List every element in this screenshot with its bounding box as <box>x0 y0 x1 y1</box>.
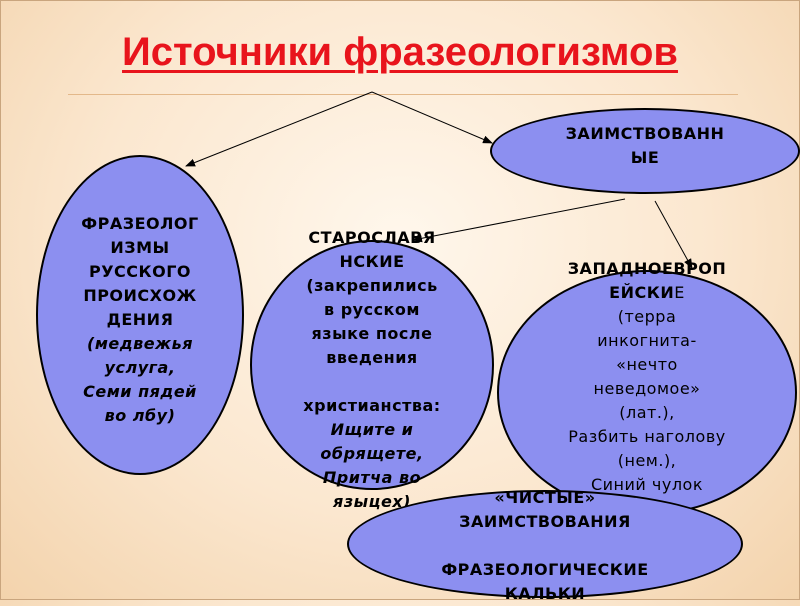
russian-heading-line: ПРОИСХОЖ <box>83 286 197 305</box>
slavonic-example-line: обрящете, <box>320 444 424 463</box>
western-heading-line: ЗАПАДНОЕВРОП <box>567 259 727 278</box>
western-body-line: (нем.), <box>617 451 677 470</box>
old-slavonic-text <box>252 226 492 514</box>
arrow-to-russian <box>186 92 372 166</box>
slavonic-example-line: языцех) <box>333 492 411 511</box>
western-heading-line <box>499 281 795 305</box>
western-body-line: неведомое» <box>593 379 701 398</box>
pure-borrowings-ellipse <box>347 488 743 603</box>
slavonic-example-line: Ищите и <box>330 420 414 439</box>
russian-example-line: во лбу) <box>104 406 176 425</box>
russian-heading-line: РУССКОГО <box>88 262 192 281</box>
western-european-ellipse <box>497 259 797 515</box>
western-body-line: инкогнита- <box>597 331 697 350</box>
western-body-line: «нечто <box>616 355 678 374</box>
slavonic-note-spacer <box>252 370 492 394</box>
old-slavonic-ellipse <box>250 228 494 511</box>
slavonic-heading-line: НСКИЕ <box>339 252 405 271</box>
russian-heading-line: ИЗМЫ <box>110 238 170 257</box>
borrowed-line-2: ЫЕ <box>630 148 660 167</box>
russian-example-line: услуга, <box>104 358 176 377</box>
western-european-text <box>499 257 795 521</box>
slide-title: Источники фразеологизмов <box>122 30 678 74</box>
western-body-line: Синий чулок <box>590 475 703 494</box>
borrowed-line-1: ЗАИМСТВОВАНН <box>565 124 725 143</box>
slavonic-note-line: христианства: <box>303 396 441 415</box>
slavonic-example-line: Притча во <box>322 468 422 487</box>
pure-line-4: КАЛЬКИ <box>504 584 586 603</box>
slavonic-note-line: введения <box>326 348 418 367</box>
slavonic-note-line: языке после <box>311 324 433 343</box>
western-heading-tail: Е <box>674 283 685 302</box>
slavonic-heading-line: СТАРОСЛАВЯ <box>308 228 436 247</box>
borrowed-ellipse <box>490 108 800 194</box>
western-body-line: Разбить наголову <box>568 427 726 446</box>
russian-heading-line: ФРАЗЕОЛОГ <box>81 214 199 233</box>
russian-origin-text <box>38 212 242 428</box>
slavonic-note-line: в русском <box>324 300 420 319</box>
pure-spacer <box>349 534 741 558</box>
western-body-line: (терра <box>617 307 677 326</box>
pure-line-3: ФРАЗЕОЛОГИЧЕСКИЕ <box>441 560 649 579</box>
western-body-line: (лат.), <box>619 403 675 422</box>
pure-line-2: ЗАИМСТВОВАНИЯ <box>459 512 631 531</box>
arrow-to-borrowed <box>372 92 492 143</box>
slavonic-note-line: (закрепились <box>306 276 438 295</box>
pure-borrowings-text <box>349 486 741 606</box>
borrowed-label <box>492 122 798 170</box>
russian-heading-line: ДЕНИЯ <box>106 310 174 329</box>
russian-example-line: Семи пядей <box>83 382 197 401</box>
russian-example-line: (медвежья <box>87 334 193 353</box>
western-heading-part: ЕЙСКИ <box>609 283 675 302</box>
pure-line-1: «ЧИСТЫЕ» <box>494 488 596 507</box>
russian-origin-ellipse <box>36 155 244 475</box>
